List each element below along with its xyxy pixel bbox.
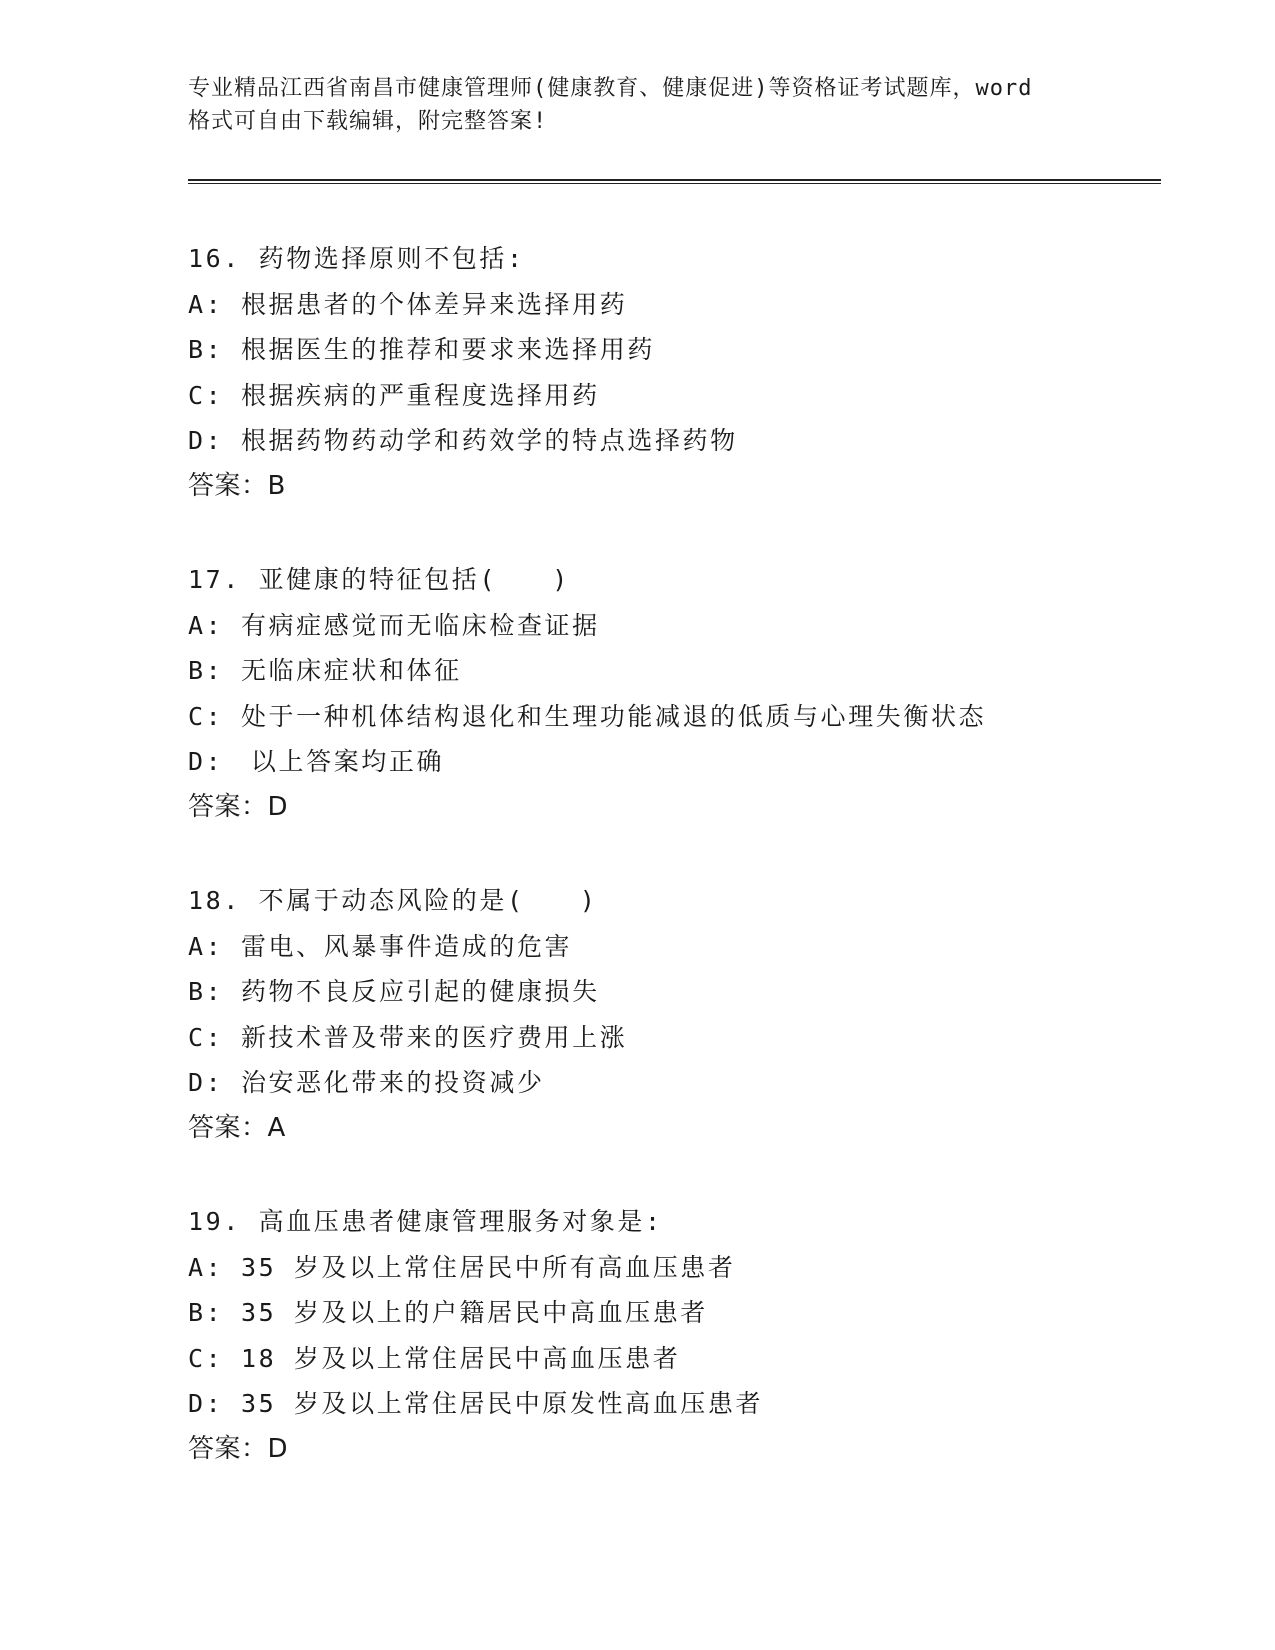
answer-label: 答案：D bbox=[188, 1433, 289, 1464]
question-18 bbox=[188, 878, 1168, 1151]
question-16 bbox=[188, 236, 1168, 509]
option-d: D: 以上答案均正确 bbox=[188, 747, 445, 776]
answer-label: 答案：D bbox=[188, 791, 289, 822]
question-19 bbox=[188, 1199, 1168, 1472]
question-stem: 18. 不属于动态风险的是( ) bbox=[188, 886, 598, 915]
option-b: B: 药物不良反应引起的健康损失 bbox=[188, 977, 600, 1006]
option-c: C: 18 岁及以上常住居民中高血压患者 bbox=[188, 1343, 681, 1373]
option-b: B: 35 岁及以上的户籍居民中高血压患者 bbox=[188, 1298, 708, 1327]
question-stem: 16. 药物选择原则不包括: bbox=[188, 244, 525, 273]
answer-label: 答案：B bbox=[188, 470, 286, 501]
question-17 bbox=[188, 557, 1168, 830]
document-header bbox=[188, 72, 1088, 138]
question-stem: 17. 亚健康的特征包括( ) bbox=[188, 565, 570, 594]
option-a: A: 根据患者的个体差异来选择用药 bbox=[188, 289, 628, 319]
option-d: D: 35 岁及以上常住居民中原发性高血压患者 bbox=[188, 1389, 764, 1418]
header-line-1: 专业精品江西省南昌市健康管理师(健康教育、健康促进)等资格证考试题库，word bbox=[188, 76, 1033, 101]
option-d: D: 治安恶化带来的投资减少 bbox=[188, 1068, 545, 1097]
option-c: C: 处于一种机体结构退化和生理功能减退的低质与心理失衡状态 bbox=[188, 701, 987, 731]
option-a: A: 雷电、风暴事件造成的危害 bbox=[188, 931, 573, 961]
option-d: D: 根据药物药动学和药效学的特点选择药物 bbox=[188, 426, 738, 455]
option-c: C: 新技术普及带来的医疗费用上涨 bbox=[188, 1022, 628, 1052]
option-a: A: 35 岁及以上常住居民中所有高血压患者 bbox=[188, 1252, 736, 1282]
option-c: C: 根据疾病的严重程度选择用药 bbox=[188, 380, 600, 410]
question-stem: 19. 高血压患者健康管理服务对象是: bbox=[188, 1207, 663, 1236]
header-divider bbox=[188, 179, 1161, 184]
option-a: A: 有病症感觉而无临床检查证据 bbox=[188, 610, 600, 640]
header-line-2: 格式可自由下载编辑，附完整答案! bbox=[188, 109, 548, 134]
option-b: B: 根据医生的推荐和要求来选择用药 bbox=[188, 335, 655, 364]
answer-label: 答案：A bbox=[188, 1112, 286, 1143]
question-list bbox=[188, 236, 1168, 1520]
option-b: B: 无临床症状和体征 bbox=[188, 656, 462, 685]
